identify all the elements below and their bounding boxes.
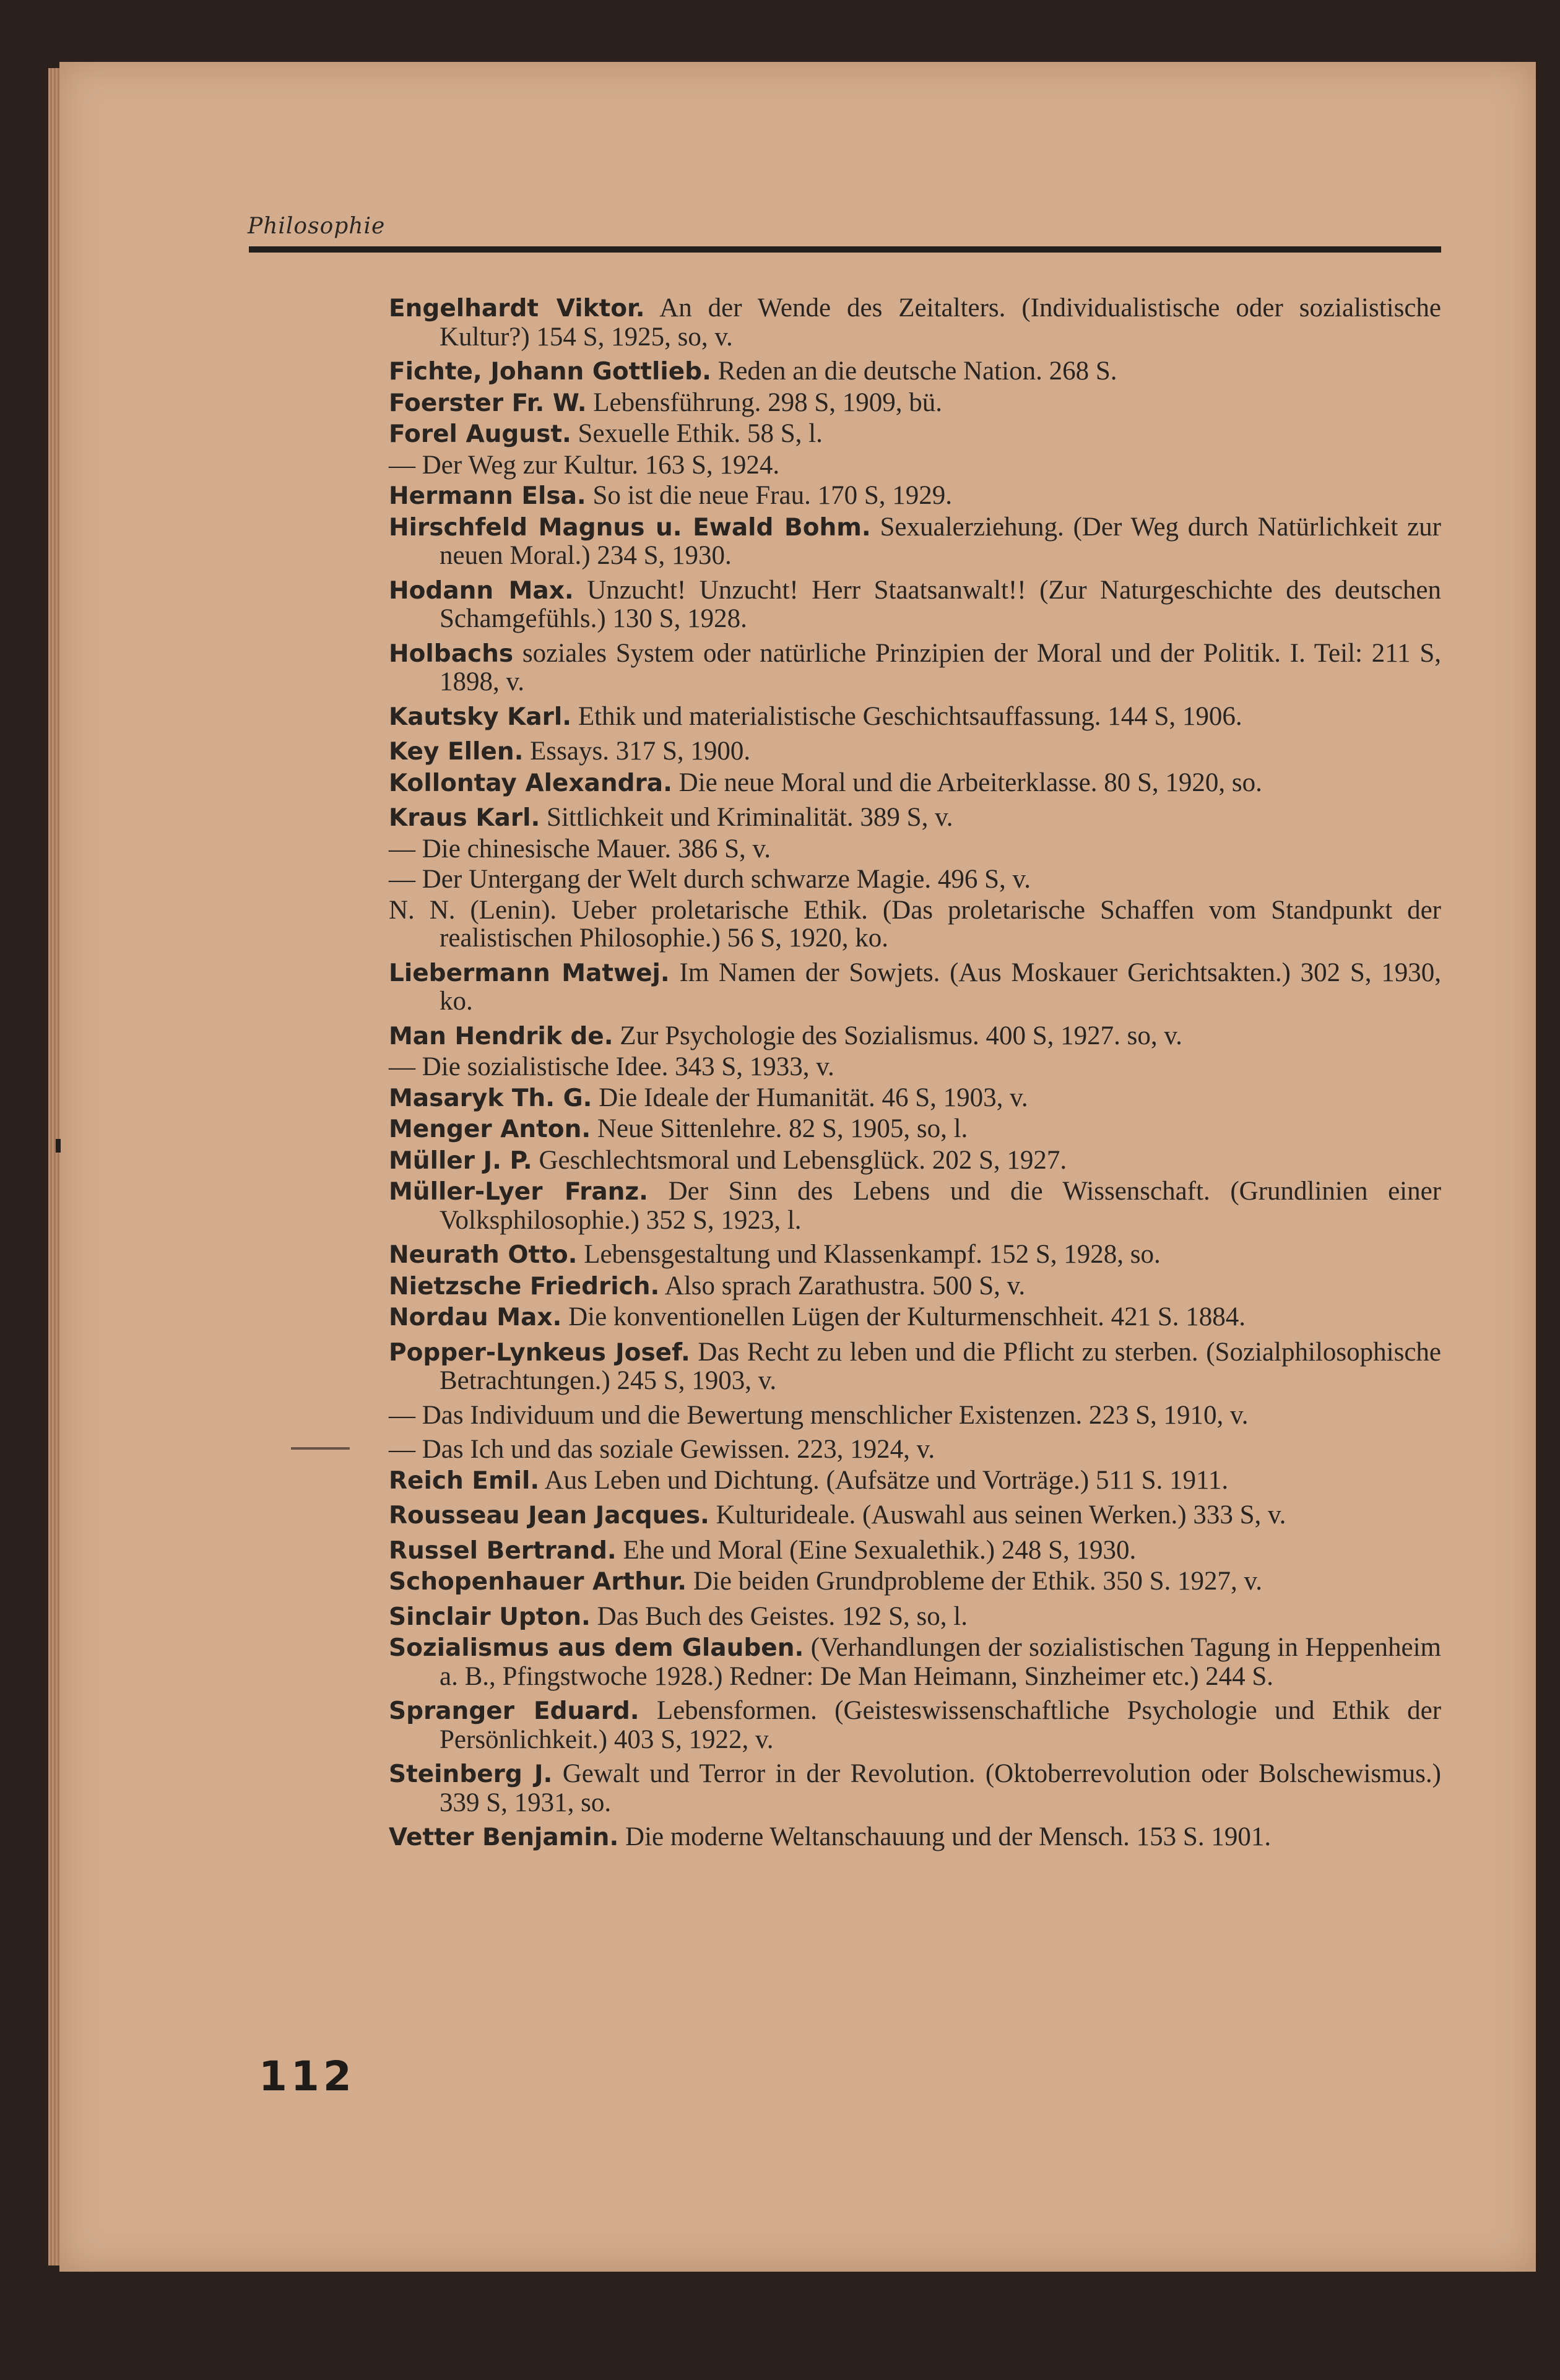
entry-text: Gewalt und Terror in der Revolution. (Oktoberrevolution oder Bolschewismus.) 339 S, 1931, so. xyxy=(440,1759,1441,1817)
entry-author: Holbachs xyxy=(389,639,514,668)
entry-text: Geschlechtsmoral und Lebensglück. 202 S, 1927. xyxy=(532,1145,1067,1175)
entry-author: Sinclair Upton. xyxy=(389,1603,591,1631)
bibliography-entry xyxy=(389,1634,1441,1690)
bibliography-entry xyxy=(389,1823,1441,1852)
bibliography-entry xyxy=(389,513,1441,570)
bibliography-entry xyxy=(389,482,1441,511)
bibliography-entry xyxy=(389,1053,1441,1081)
entry-author: Hirschfeld Magnus u. Ewald Bohm. xyxy=(389,513,871,542)
bibliography-entry xyxy=(389,357,1441,386)
entry-text: Sittlichkeit und Kriminalität. 389 S, v. xyxy=(540,803,953,832)
entry-text: An der Wende des Zeitalters. (Individualistische oder sozialistische Kultur?) 154 S, 1925, so, v. xyxy=(440,293,1442,352)
bibliography-list xyxy=(389,294,1441,1858)
entry-author: Popper-Lynkeus Josef. xyxy=(389,1338,690,1367)
entry-text: — Das Individuum und die Bewertung menschlicher Existenzen. 223 S, 1910, v. xyxy=(389,1400,1249,1430)
entry-author: Masaryk Th. G. xyxy=(389,1084,592,1112)
entry-text: Lebensgestaltung und Klassenkampf. 152 S, 1928, so. xyxy=(577,1240,1161,1269)
entry-author: Hodann Max. xyxy=(389,576,574,605)
entry-author: Nietzsche Friedrich. xyxy=(389,1272,660,1300)
bibliography-entry xyxy=(389,1435,1441,1464)
entry-author: Schopenhauer Arthur. xyxy=(389,1568,687,1596)
entry-text: — Das Ich und das soziale Gewissen. 223, 1924, v. xyxy=(389,1435,935,1464)
entry-author: Liebermann Matwej. xyxy=(389,959,670,987)
bibliography-entry xyxy=(389,1177,1441,1234)
margin-dash xyxy=(291,1447,350,1450)
entry-text: Also sprach Zarathustra. 500 S, v. xyxy=(659,1271,1026,1300)
entry-text: Aus Leben und Dichtung. (Aufsätze und Vorträge.) 511 S. 1911. xyxy=(539,1465,1229,1495)
header-rule xyxy=(249,246,1441,253)
bibliography-entry xyxy=(389,835,1441,863)
entry-author: Forel August. xyxy=(389,420,571,448)
bibliography-entry xyxy=(389,1567,1441,1596)
entry-author: Steinberg J. xyxy=(389,1760,553,1788)
entry-text: (Verhandlungen der sozialistischen Tagung in Heppenheim a. B., Pfingstwoche 1928.) Redner: De Man Heimann, Sinzheimer etc.) 244 S. xyxy=(440,1633,1441,1691)
entry-text: Die konventionellen Lügen der Kulturmenschheit. 421 S. 1884. xyxy=(561,1302,1246,1331)
entry-text: Sexualerziehung. (Der Weg durch Natürlichkeit zur neuen Moral.) 234 S, 1930. xyxy=(440,512,1441,570)
bibliography-entry xyxy=(389,1401,1441,1430)
bibliography-entry xyxy=(389,1501,1441,1530)
entry-author: Sozialismus aus dem Glauben. xyxy=(389,1634,804,1662)
entry-author: Key Ellen. xyxy=(389,738,524,766)
entry-author: Reich Emil. xyxy=(389,1466,540,1495)
entry-author: Engelhardt Viktor. xyxy=(389,295,645,322)
running-head: Philosophie xyxy=(248,214,386,239)
entry-author: Müller-Lyer Franz. xyxy=(389,1178,648,1206)
page-number: 112 xyxy=(259,2053,355,2100)
entry-author: Müller J. P. xyxy=(389,1146,532,1175)
entry-author: Spranger Eduard. xyxy=(389,1697,639,1725)
entry-text: Das Recht zu leben und die Pflicht zu sterben. (Sozialphilosophische Betrachtungen.) 245 S, 1903, v. xyxy=(440,1337,1441,1395)
bibliography-entry xyxy=(389,294,1441,351)
bibliography-entry xyxy=(389,1536,1441,1565)
entry-author: Nordau Max. xyxy=(389,1304,562,1331)
entry-text: Sexuelle Ethik. 58 S, l. xyxy=(571,419,823,448)
bibliography-entry xyxy=(389,1603,1441,1632)
entry-text: So ist die neue Frau. 170 S, 1929. xyxy=(586,481,952,510)
bibliography-entry xyxy=(389,737,1441,766)
bibliography-entry xyxy=(389,639,1441,696)
entry-text: Zur Psychologie des Sozialismus. 400 S, 1927. so, v. xyxy=(613,1021,1182,1050)
entry-text: Kulturideale. (Auswahl aus seinen Werken.) 333 S, v. xyxy=(709,1500,1286,1530)
entry-author: Kautsky Karl. xyxy=(389,703,572,731)
bibliography-entry xyxy=(389,576,1441,633)
entry-author: Kollontay Alexandra. xyxy=(389,769,672,797)
entry-text: Das Buch des Geistes. 192 S, so, l. xyxy=(590,1601,968,1631)
entry-text: Die beiden Grundprobleme der Ethik. 350 S. 1927, v. xyxy=(687,1567,1262,1596)
bibliography-entry xyxy=(389,803,1441,833)
entry-text: Ethik und materialistische Geschichtsauffassung. 144 S, 1906. xyxy=(571,701,1242,731)
entry-text: — Der Untergang der Welt durch schwarze Magie. 496 S, v. xyxy=(389,865,1031,894)
bibliography-entry xyxy=(389,1084,1441,1113)
entry-author: Foerster Fr. W. xyxy=(389,389,587,417)
bibliography-entry xyxy=(389,1760,1441,1817)
entry-text: Lebensführung. 298 S, 1909, bü. xyxy=(586,387,943,417)
bibliography-entry xyxy=(389,1146,1441,1175)
bibliography-entry xyxy=(389,1697,1441,1754)
entry-author: Hermann Elsa. xyxy=(389,482,586,510)
margin-mark xyxy=(56,1139,61,1153)
bibliography-entry xyxy=(389,1466,1441,1495)
bibliography-entry xyxy=(389,1115,1441,1144)
bibliography-entry xyxy=(389,1240,1441,1270)
bibliography-entry xyxy=(389,389,1441,418)
bibliography-entry xyxy=(389,865,1441,894)
entry-text: Unzucht! Unzucht! Herr Staatsanwalt!! (Zur Naturgeschichte des deutschen Schamgefühls.) 130 S, 1928. xyxy=(440,575,1441,633)
entry-author: Kraus Karl. xyxy=(389,804,540,832)
entry-text: Die moderne Weltanschauung und der Mensch. 153 S. 1901. xyxy=(618,1822,1272,1851)
bibliography-entry xyxy=(389,1338,1441,1395)
entry-author: Russel Bertrand. xyxy=(389,1536,617,1565)
bibliography-entry xyxy=(389,769,1441,798)
entry-text: Neue Sittenlehre. 82 S, 1905, so, l. xyxy=(591,1114,968,1143)
entry-text: — Die chinesische Mauer. 386 S, v. xyxy=(389,834,771,863)
entry-text: Ehe und Moral (Eine Sexualethik.) 248 S, 1930. xyxy=(616,1535,1137,1565)
bibliography-entry xyxy=(389,959,1441,1016)
bibliography-entry xyxy=(389,420,1441,449)
entry-text: Die Ideale der Humanität. 46 S, 1903, v. xyxy=(592,1083,1028,1112)
entry-author: Neurath Otto. xyxy=(389,1241,578,1269)
entry-author: Man Hendrik de. xyxy=(389,1022,613,1050)
entry-text: — Der Weg zur Kultur. 163 S, 1924. xyxy=(389,450,780,480)
bibliography-entry xyxy=(389,1022,1441,1051)
entry-text: Lebensformen. (Geisteswissenschaftliche Psychologie und Ethik der Persönlichkeit.) 403 S, 1922, v. xyxy=(440,1696,1442,1754)
entry-text: — Die sozialistische Idee. 343 S, 1933, v. xyxy=(389,1052,834,1081)
entry-author: Fichte, Johann Gottlieb. xyxy=(389,358,711,386)
entry-text: N. N. (Lenin). Ueber proletarische Ethik. (Das proletarische Schaffen vom Standpunkt der realistischen Philosophie.) 56 S, 1920, ko. xyxy=(389,895,1441,953)
entry-text: Die neue Moral und die Arbeiterklasse. 80 S, 1920, so. xyxy=(672,768,1262,797)
entry-text: soziales System oder natürliche Prinzipien der Moral und der Politik. I. Teil: 211 S, 1898, v. xyxy=(440,638,1441,696)
entry-text: Im Namen der Sowjets. (Aus Moskauer Gerichtsakten.) 302 S, 1930, ko. xyxy=(440,958,1441,1016)
entry-text: Essays. 317 S, 1900. xyxy=(523,737,751,766)
entry-author: Menger Anton. xyxy=(389,1115,591,1143)
bibliography-entry xyxy=(389,451,1441,480)
bibliography-entry xyxy=(389,896,1441,953)
entry-author: Rousseau Jean Jacques. xyxy=(389,1502,709,1530)
entry-text: Reden an die deutsche Nation. 268 S. xyxy=(711,357,1117,386)
bibliography-entry xyxy=(389,1272,1441,1301)
bibliography-entry xyxy=(389,703,1441,732)
bibliography-entry xyxy=(389,1303,1441,1332)
entry-text: Der Sinn des Lebens und die Wissenschaft. (Grundlinien einer Volksphilosophie.) 352 S, 1923, l. xyxy=(440,1177,1442,1235)
entry-author: Vetter Benjamin. xyxy=(389,1824,619,1851)
